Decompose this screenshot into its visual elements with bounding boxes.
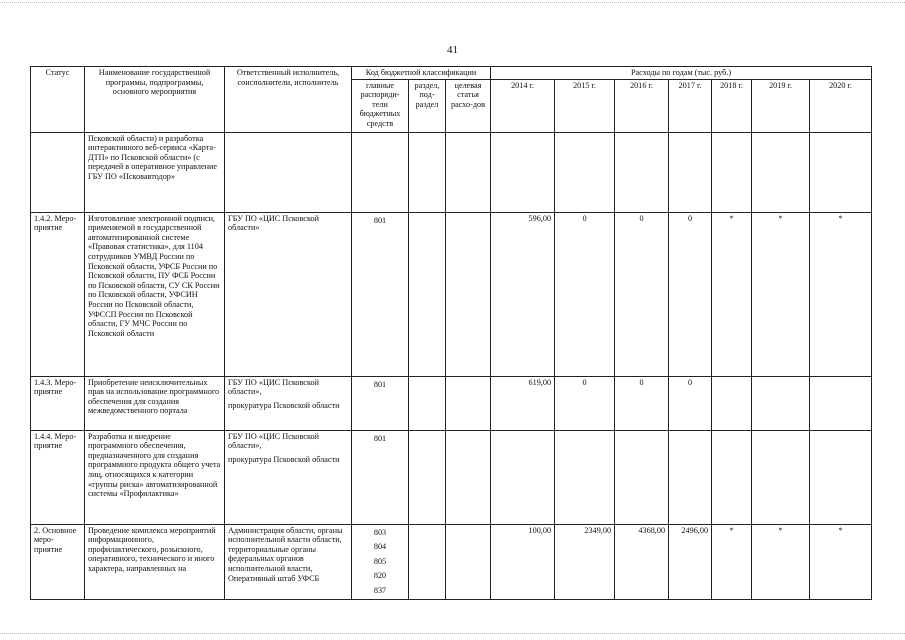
table-row (31, 132, 872, 212)
row-target (446, 376, 491, 430)
row-value: * (810, 212, 872, 376)
page-top-border (0, 2, 905, 3)
row-value: 100,00 (491, 524, 555, 600)
row-value: 596,00 (491, 212, 555, 376)
row-value: 0 (555, 212, 615, 376)
grbs-code: 801 (373, 433, 387, 443)
row-value (669, 132, 712, 212)
row-value: 0 (669, 212, 712, 376)
row-value (555, 430, 615, 524)
header-year: 2018 г. (712, 79, 752, 132)
row-value (491, 132, 555, 212)
row-value (669, 430, 712, 524)
header-year: 2020 г. (810, 79, 872, 132)
header-year: 2015 г. (555, 79, 615, 132)
row-value: 4368,00 (615, 524, 669, 600)
grbs-code: 805 (373, 556, 387, 566)
row-value: 2349,00 (555, 524, 615, 600)
header-row-1 (31, 67, 872, 80)
row-value: * (712, 212, 752, 376)
header-executor: Ответственный исполнитель, соисполнители, исполнитель (225, 67, 352, 133)
row-value (491, 430, 555, 524)
row-executor (225, 430, 352, 524)
row-target (446, 430, 491, 524)
table-row (31, 524, 872, 600)
table-row (31, 212, 872, 376)
executor-line: ГБУ ПО «ЦИС Псковской области», (228, 377, 319, 397)
row-name: Псковской области) и разработка интерактивного веб-сервиса «Карта-ДТП» по Псковской области» (с передачей в оперативное управление ГБУ ПО «Псковавтодор» (85, 132, 225, 212)
row-grbs (352, 132, 409, 212)
executor-line: прокуратура Псковской области (228, 454, 340, 464)
row-value: 619,00 (491, 376, 555, 430)
row-executor (225, 212, 352, 376)
executor-line: ГБУ ПО «ЦИС Псковской области» (228, 213, 319, 233)
row-grbs (352, 376, 409, 430)
header-expenses: Расходы по годам (тыс. руб.) (491, 67, 872, 80)
header-budget-code: Код бюджетной классификации (352, 67, 491, 80)
row-name: Изготовление электронной подписи, применяемой в государственной автоматизированной системе «Правовая статистика», для 1104 сотрудников УМВД России по Псковской области, УФСБ России по Псковской области, ПУ ФСБ России по Псковской области, СУ СК России по Псковской области, УФСИН России по Псковской области, УФССП России по Псковской области, ГУ МЧС России по Псковской области (85, 212, 225, 376)
executor-line: Администрация области, органы исполнительной власти области, территориальные органы федеральных органов исполнительной власти, Оперативный штаб УФСБ (228, 525, 343, 583)
row-razdel (409, 524, 446, 600)
row-grbs (352, 524, 409, 600)
row-target (446, 132, 491, 212)
row-value (555, 132, 615, 212)
row-value (615, 430, 669, 524)
grbs-code: 837 (373, 585, 387, 595)
row-value (810, 132, 872, 212)
header-status: Статус (31, 67, 85, 133)
row-value (712, 430, 752, 524)
row-status: 1.4.3. Меро-приятие (31, 376, 85, 430)
header-name: Наименование государственной программы, подпрограммы, основного мероприятия (85, 67, 225, 133)
table-row (31, 376, 872, 430)
header-year: 2016 г. (615, 79, 669, 132)
row-executor (225, 524, 352, 600)
row-razdel (409, 212, 446, 376)
page-number: 41 (447, 44, 458, 56)
row-name: Проведение комплекса мероприятий информационного, профилактического, розыскного, оперативного, технического и иного характера, направленных на (85, 524, 225, 600)
grbs-code: 801 (373, 215, 387, 225)
grbs-code: 804 (373, 542, 387, 552)
row-target (446, 524, 491, 600)
row-executor (225, 132, 352, 212)
row-target (446, 212, 491, 376)
row-value: * (752, 212, 810, 376)
budget-table (30, 66, 872, 600)
row-value (810, 430, 872, 524)
row-status: 1.4.4. Меро-приятие (31, 430, 85, 524)
row-value: * (712, 524, 752, 600)
row-value (752, 430, 810, 524)
row-value: 0 (669, 376, 712, 430)
executor-line: прокуратура Псковской области (228, 400, 340, 410)
header-razdel: раздел, под-раздел (409, 79, 446, 132)
grbs-code: 820 (373, 571, 387, 581)
row-value (712, 376, 752, 430)
row-razdel (409, 376, 446, 430)
grbs-code: 801 (373, 379, 387, 389)
row-value (752, 376, 810, 430)
row-status: 1.4.2. Меро-приятие (31, 212, 85, 376)
grbs-code: 803 (373, 527, 387, 537)
row-value: * (752, 524, 810, 600)
row-executor (225, 376, 352, 430)
row-value (752, 132, 810, 212)
executor-line: ГБУ ПО «ЦИС Псковской области», (228, 431, 319, 451)
row-name: Приобретение неисключительных прав на использование программного обеспечения для создания межведомственного портала (85, 376, 225, 430)
row-value: 2496,00 (669, 524, 712, 600)
row-value (810, 376, 872, 430)
header-grbs: главные распоряди-тели бюджетных средств (352, 79, 409, 132)
row-name: Разработка и внедрение программного обеспечения, предназначенного для создания программного продукта общего учета лиц, относящихся к категории «группы риска» автоматизированной системы «Профилактика» (85, 430, 225, 524)
header-year: 2014 г. (491, 79, 555, 132)
row-value: 0 (615, 212, 669, 376)
row-value: 0 (615, 376, 669, 430)
row-razdel (409, 430, 446, 524)
row-value (615, 132, 669, 212)
header-year: 2017 г. (669, 79, 712, 132)
header-target: целевая статья расхо-дов (446, 79, 491, 132)
row-grbs (352, 430, 409, 524)
row-value: * (810, 524, 872, 600)
row-grbs (352, 212, 409, 376)
row-value: 0 (555, 376, 615, 430)
table-row (31, 430, 872, 524)
row-status: 2. Основное меро-приятие (31, 524, 85, 600)
page-bottom-border (0, 633, 905, 634)
row-value (712, 132, 752, 212)
header-year: 2019 г. (752, 79, 810, 132)
row-razdel (409, 132, 446, 212)
row-status (31, 132, 85, 212)
